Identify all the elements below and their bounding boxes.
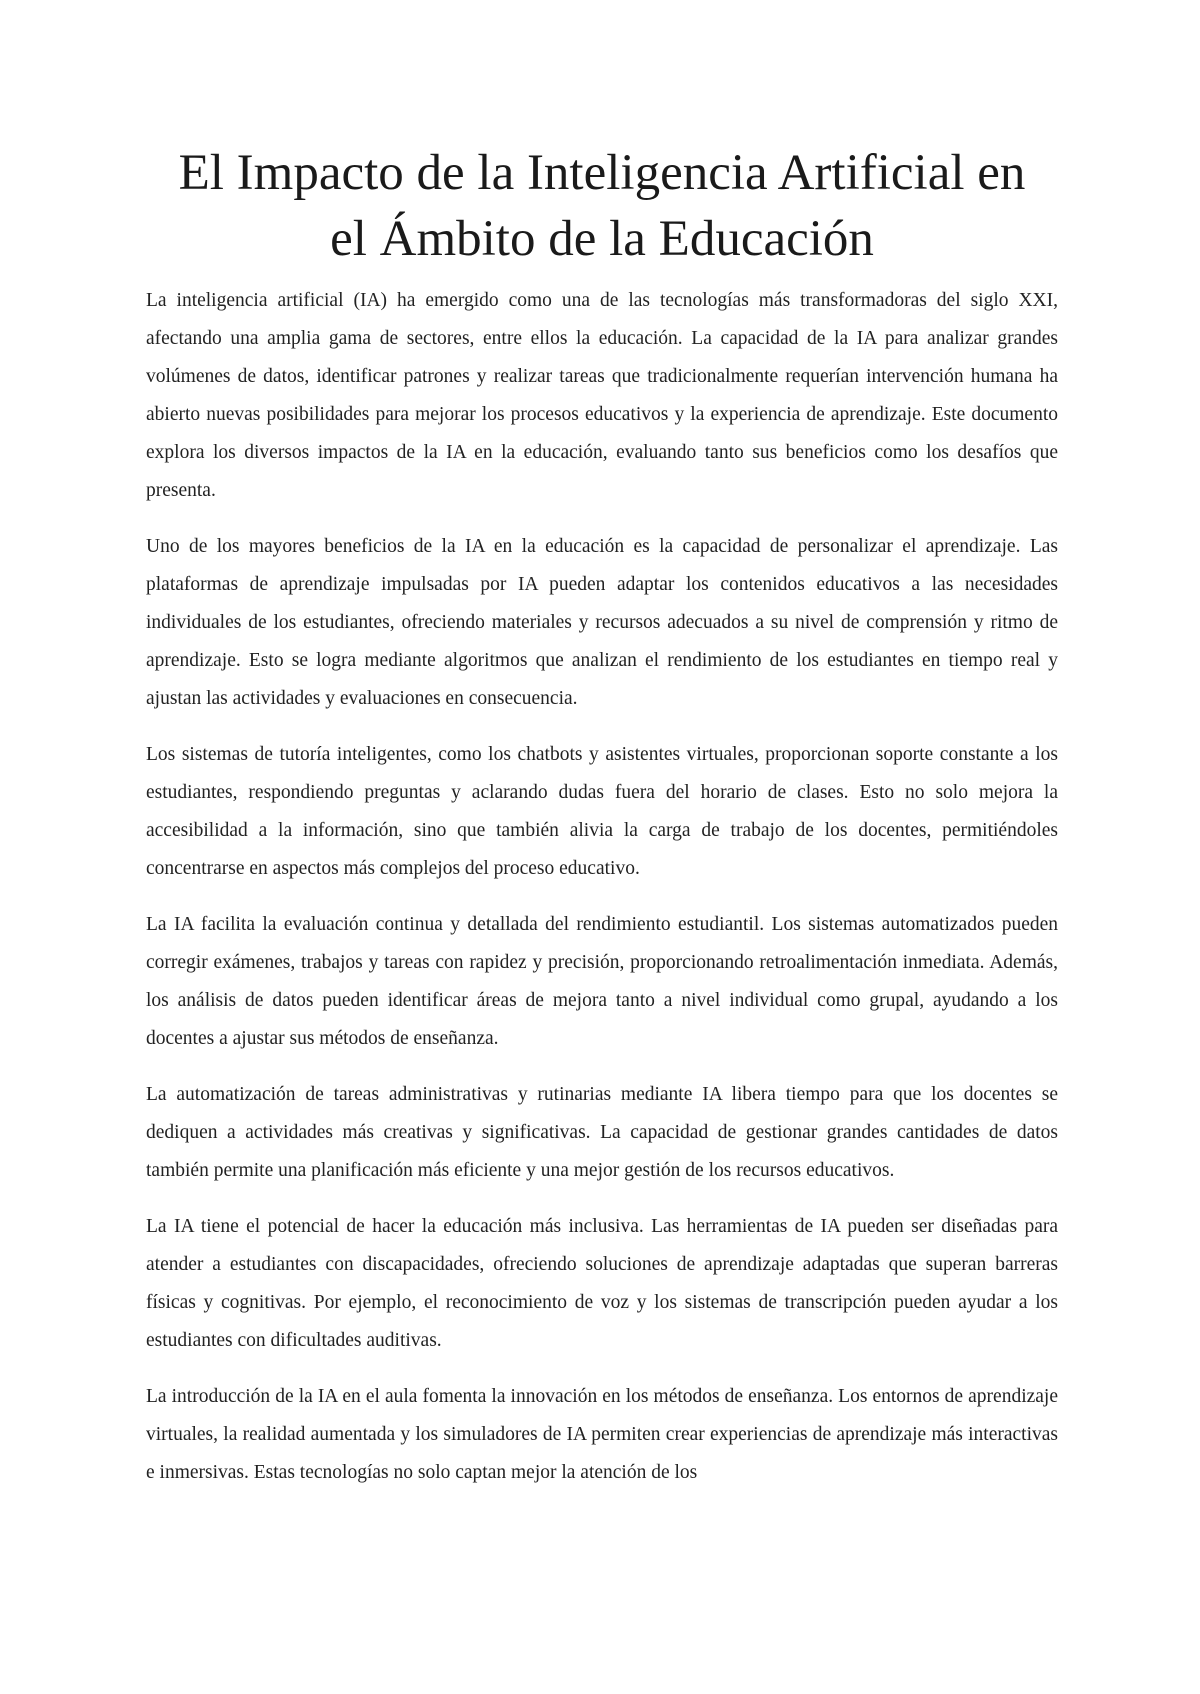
- paragraph-personalization: Uno de los mayores beneficios de la IA en la educación es la capacidad de personalizar el aprendizaje. Las plataformas de aprendizaje impulsadas por IA pueden adaptar los contenidos educativos a las necesidades individuales de los estudiantes, ofreciendo materiales y recursos adecuados a su nivel de comprensión y ritmo de aprendizaje. Esto se logra mediante algoritmos que analizan el rendimiento de los estudiantes en tiempo real y ajustan las actividades y evaluaciones en consecuencia.: [146, 536, 1058, 709]
- document-body: [146, 140, 1058, 1510]
- document-title: [146, 140, 1058, 272]
- paragraph-intro: La inteligencia artificial (IA) ha emergido como una de las tecnologías más transformadoras del siglo XXI, afectando una amplia gama de sectores, entre ellos la educación. La capacidad de la IA para analizar grandes volúmenes de datos, identificar patrones y realizar tareas que tradicionalmente requerían intervención humana ha abierto nuevas posibilidades para mejorar los procesos educativos y la experiencia de aprendizaje. Este documento explora los diversos impactos de la IA en la educación, evaluando tanto sus beneficios como los desafíos que presenta.: [146, 290, 1058, 501]
- title-line-1: El Impacto de la Inteligencia Artificial en: [178, 145, 1026, 201]
- paragraph-inclusion: La IA tiene el potencial de hacer la educación más inclusiva. Las herramientas de IA pueden ser diseñadas para atender a estudiantes con discapacidades, ofreciendo soluciones de aprendizaje adaptadas que superan barreras físicas y cognitivas. Por ejemplo, el reconocimiento de voz y los sistemas de transcripción pueden ayudar a los estudiantes con dificultades auditivas.: [146, 1216, 1058, 1351]
- paragraph-automation: La automatización de tareas administrativas y rutinarias mediante IA libera tiempo para que los docentes se dediquen a actividades más creativas y significativas. La capacidad de gestionar grandes cantidades de datos también permite una planificación más eficiente y una mejor gestión de los recursos educativos.: [146, 1084, 1058, 1181]
- paragraph-evaluation: La IA facilita la evaluación continua y detallada del rendimiento estudiantil. Los sistemas automatizados pueden corregir exámenes, trabajos y tareas con rapidez y precisión, proporcionando retroalimentación inmediata. Además, los análisis de datos pueden identificar áreas de mejora tanto a nivel individual como grupal, ayudando a los docentes a ajustar sus métodos de enseñanza.: [146, 914, 1058, 1049]
- paragraph-innovation: La introducción de la IA en el aula fomenta la innovación en los métodos de enseñanza. Los entornos de aprendizaje virtuales, la realidad aumentada y los simuladores de IA permiten crear experiencias de aprendizaje más interactivas e inmersivas. Estas tecnologías no solo captan mejor la atención de los: [146, 1386, 1058, 1483]
- paragraph-tutoring: Los sistemas de tutoría inteligentes, como los chatbots y asistentes virtuales, proporcionan soporte constante a los estudiantes, respondiendo preguntas y aclarando dudas fuera del horario de clases. Esto no solo mejora la accesibilidad a la información, sino que también alivia la carga de trabajo de los docentes, permitiéndoles concentrarse en aspectos más complejos del proceso educativo.: [146, 744, 1058, 879]
- title-line-2: el Ámbito de la Educación: [330, 211, 874, 267]
